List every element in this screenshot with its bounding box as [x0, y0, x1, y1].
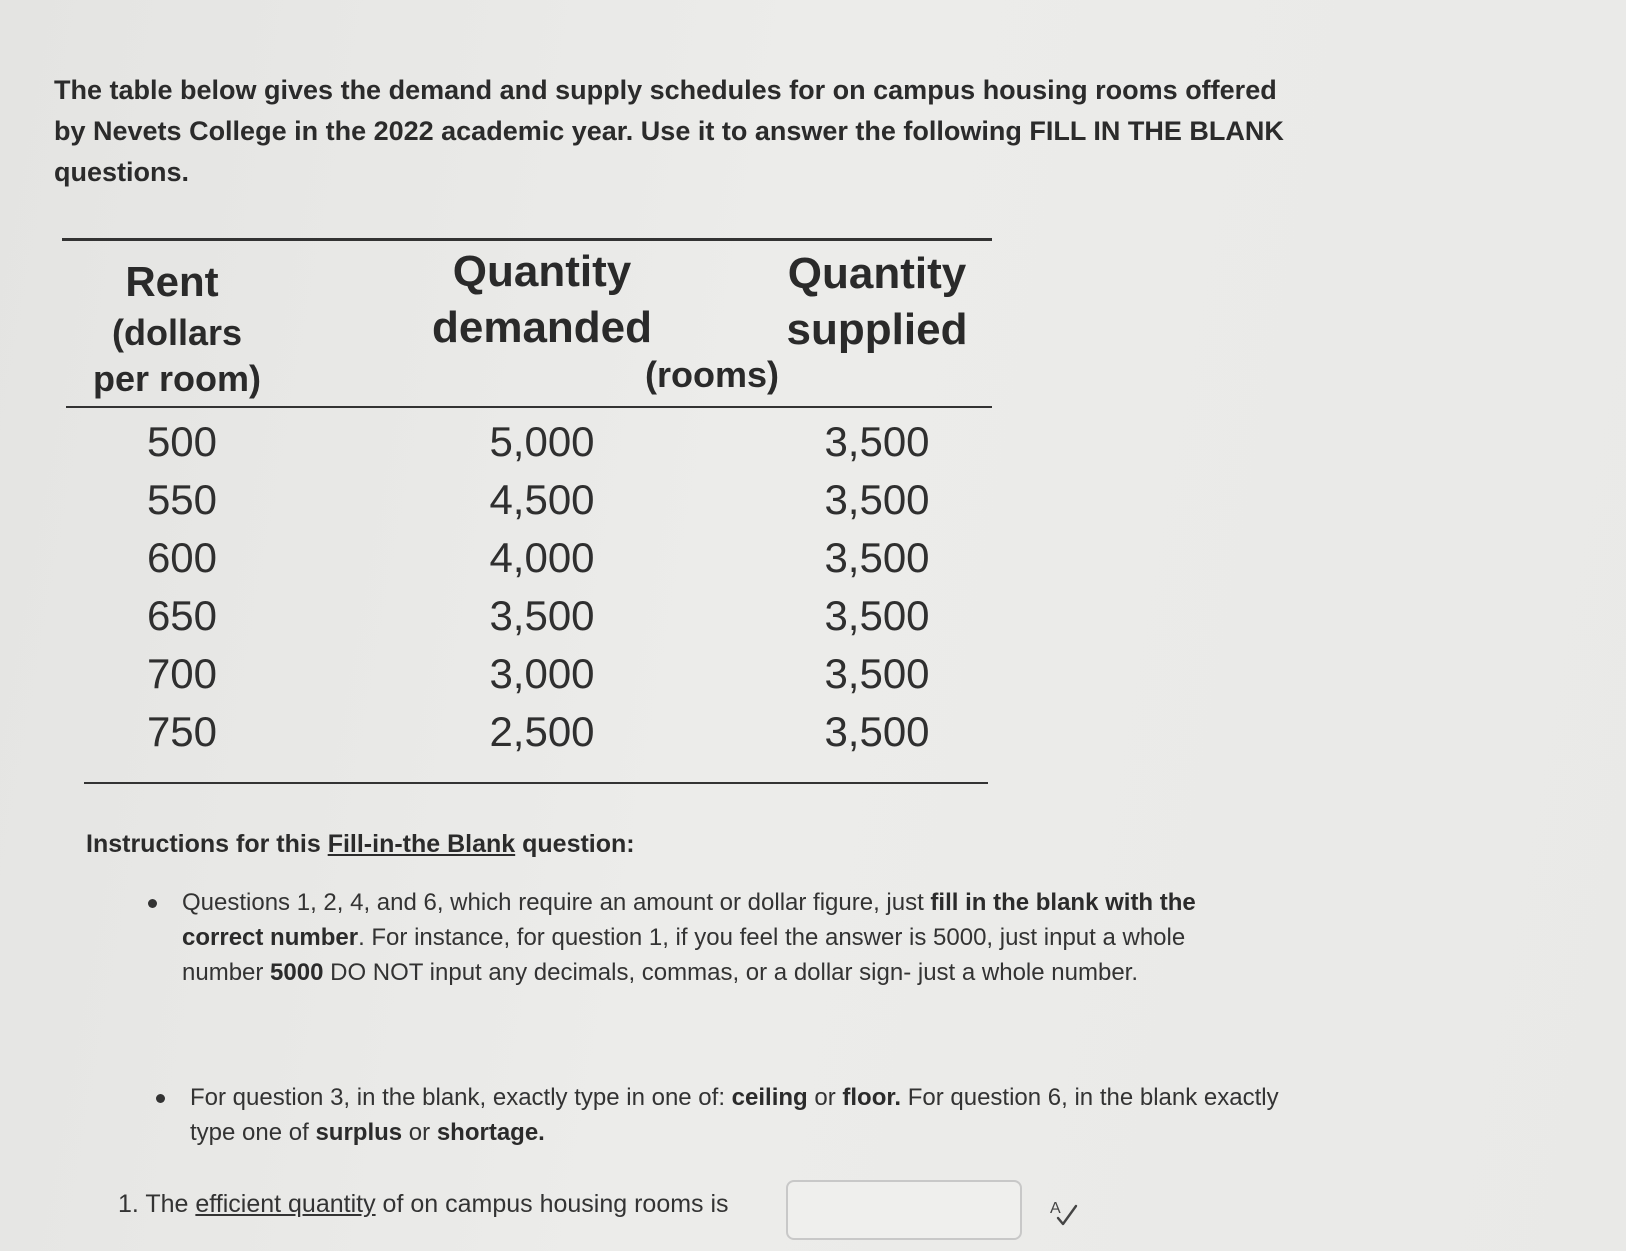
header-qs-line2: supplied — [786, 305, 968, 354]
bullet2-text-3: For question 6, in the blank exactly type one of — [190, 1084, 1279, 1146]
cell-quantity-demanded: 3,000 — [489, 650, 595, 697]
table-row — [62, 534, 992, 592]
table-row — [62, 650, 992, 708]
spellcheck-icon[interactable] — [1048, 1196, 1080, 1228]
header-rent-units — [82, 310, 272, 402]
instructions-heading-pre: Instructions for this — [86, 830, 328, 858]
instructions-heading — [86, 830, 635, 859]
spellcheck-icon-check — [1058, 1206, 1076, 1224]
bullet1-text-1: Questions 1, 2, 4, and 6, which require an amount or dollar figure, just — [182, 889, 931, 916]
header-qd-line2: demanded — [431, 303, 653, 352]
cell-quantity-demanded: 4,000 — [489, 534, 595, 581]
header-rooms-units: (rooms) — [645, 354, 779, 395]
cell-quantity-supplied: 3,500 — [824, 534, 930, 581]
bullet-dot — [148, 899, 157, 908]
bullet2-bold-3: surplus — [315, 1119, 403, 1146]
header-quantity-supplied — [767, 246, 987, 358]
bullet2-text-4: or — [402, 1119, 437, 1146]
bullet1-text-3: DO NOT input any decimals, commas, or a dollar sign- just a whole number. — [323, 959, 1138, 986]
question-1-answer-input[interactable] — [786, 1180, 1022, 1240]
cell-rent: 500 — [146, 418, 218, 465]
table-header-rule — [66, 406, 992, 408]
cell-quantity-demanded: 3,500 — [489, 592, 595, 639]
header-rent-units-line1: (dollars — [111, 312, 243, 353]
bullet1-text-2: . For instance, for question 1, if you feel the answer is 5000, just input a whole number — [182, 924, 1186, 986]
question-1 — [118, 1190, 729, 1219]
table-bottom-rule — [84, 782, 988, 784]
cell-quantity-supplied: 3,500 — [824, 476, 930, 523]
bullet2-text-2: or — [807, 1084, 843, 1111]
cell-rent: 550 — [146, 476, 218, 523]
cell-quantity-demanded: 2,500 — [489, 708, 595, 755]
question-1-number: 1. The — [118, 1190, 196, 1218]
cell-rent: 600 — [146, 534, 218, 581]
cell-rent: 650 — [146, 592, 218, 639]
header-rent-units-line2: per room) — [92, 358, 261, 399]
header-quantity-demanded — [417, 244, 667, 356]
cell-quantity-supplied: 3,500 — [824, 592, 930, 639]
instructions-heading-post: question: — [515, 830, 635, 858]
table-row — [62, 476, 992, 534]
spellcheck-icon-letter: A — [1050, 1200, 1061, 1217]
bullet-dot — [156, 1094, 165, 1103]
table-row — [62, 708, 992, 766]
table-row — [62, 592, 992, 650]
cell-rent: 750 — [146, 708, 218, 755]
bullet2-bold-4: shortage. — [436, 1119, 545, 1146]
table-row — [62, 418, 992, 476]
cell-rent: 700 — [146, 650, 218, 697]
table-top-rule — [62, 238, 992, 241]
bullet2-text-1: For question 3, in the blank, exactly type in one of: — [190, 1084, 732, 1111]
instruction-bullet-1 — [182, 885, 1272, 990]
header-rent: Rent — [125, 258, 219, 305]
cell-quantity-supplied: 3,500 — [824, 418, 930, 465]
instruction-bullet-2 — [190, 1080, 1280, 1150]
efficient-quantity-link[interactable]: efficient quantity — [195, 1190, 376, 1218]
intro-paragraph: The table below gives the demand and supply schedules for on campus housing rooms offered by Nevets College in the 2022 academic year. Use it to answer the following FILL IN THE BLANK questions. — [54, 75, 1284, 187]
header-qs-line1: Quantity — [787, 249, 967, 298]
fill-in-the-blank-link[interactable]: Fill-in-the Blank — [327, 830, 516, 858]
cell-quantity-supplied: 3,500 — [824, 650, 930, 697]
bullet1-bold-1: fill in the blank with the correct number — [182, 889, 1196, 951]
cell-quantity-supplied: 3,500 — [824, 708, 930, 755]
bullet2-bold-2: floor. — [842, 1084, 902, 1111]
header-qd-line1: Quantity — [452, 247, 632, 296]
bullet2-bold-1: ceiling — [731, 1084, 808, 1111]
bullet1-bold-2: 5000 — [270, 959, 324, 986]
cell-quantity-demanded: 4,500 — [489, 476, 595, 523]
cell-quantity-demanded: 5,000 — [489, 418, 595, 465]
question-1-rest: of on campus housing rooms is — [375, 1190, 729, 1218]
